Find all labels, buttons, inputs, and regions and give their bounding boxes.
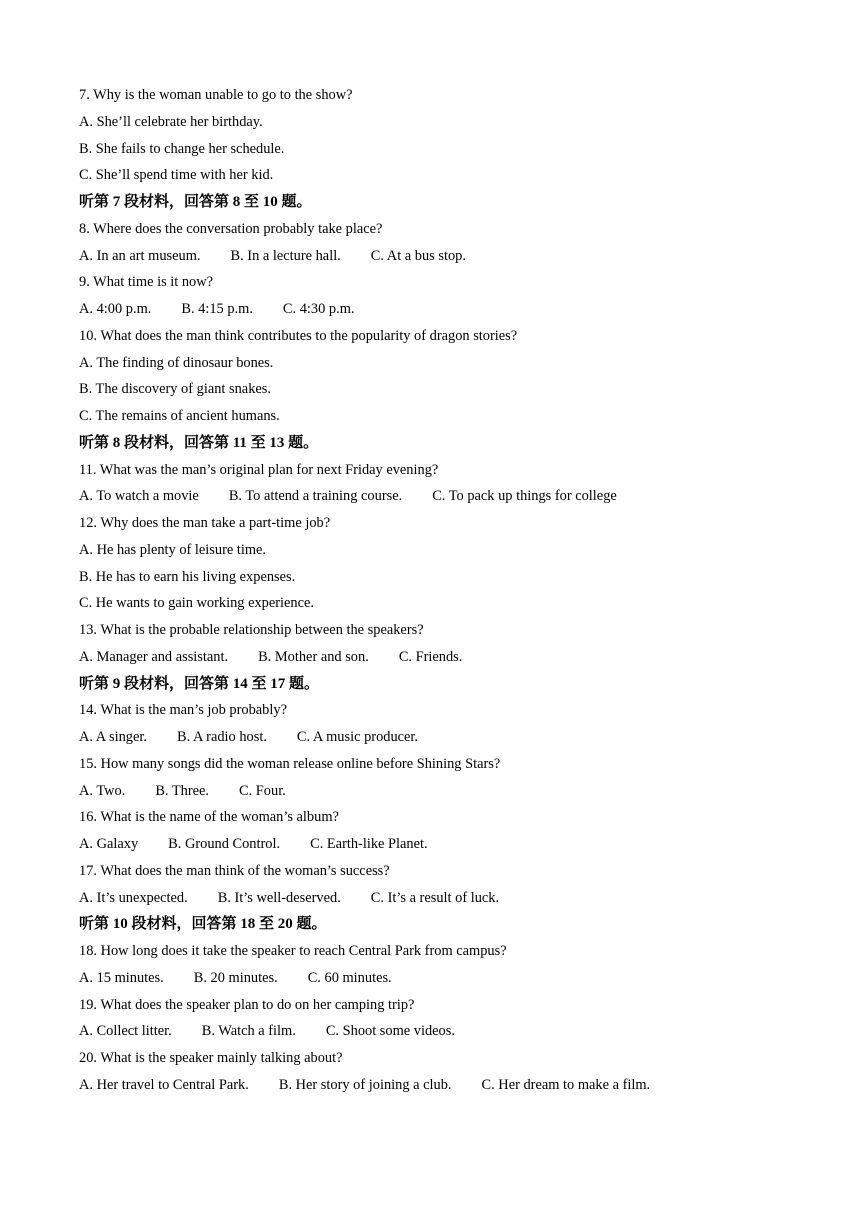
question-text: 15. How many songs did the woman release online before Shining Stars?	[79, 755, 501, 772]
question-text: 7. Why is the woman unable to go to the show?	[79, 87, 353, 103]
question-text: 17. What does the man think of the woman’s success?	[79, 862, 390, 879]
answer-options-row	[79, 483, 779, 510]
answer-options-row	[79, 965, 779, 992]
answer-option: B. In a lecture hall.	[230, 247, 341, 264]
answer-option: B. Three.	[155, 782, 209, 799]
answer-option: B. Watch a film.	[201, 1023, 296, 1040]
answer-option: A. Manager and assistant.	[79, 648, 229, 665]
answer-option: C. Four.	[239, 782, 286, 799]
answer-option: B. 20 minutes.	[193, 969, 278, 986]
answer-option: B. It’s well-deserved.	[217, 889, 341, 906]
answer-option: A. She’ll celebrate her birthday.	[79, 113, 263, 130]
section-heading: 听第 7 段材料，回答第 8 至 10 题。	[79, 194, 312, 210]
answer-option: C. It’s a result of luck.	[370, 889, 500, 906]
answer-option: B. She fails to change her schedule.	[79, 140, 285, 157]
answer-option: B. To attend a training course.	[228, 488, 403, 505]
answer-option: A. He has plenty of leisure time.	[79, 541, 267, 558]
answer-options-row	[79, 885, 779, 912]
question-text: 12. Why does the man take a part-time job?	[79, 515, 331, 531]
answer-option: A. A singer.	[79, 729, 147, 745]
question-text: 16. What is the name of the woman’s album?	[79, 809, 339, 826]
answer-option: A. Two.	[79, 782, 126, 799]
answer-option: A. 4:00 p.m.	[79, 301, 152, 317]
answer-option: B. 4:15 p.m.	[181, 301, 253, 317]
answer-options-row	[79, 1018, 779, 1045]
answer-option: C. At a bus stop.	[370, 247, 466, 264]
answer-option: A. It’s unexpected.	[79, 889, 188, 906]
answer-option: A. Collect litter.	[79, 1023, 172, 1040]
section-heading: 听第 9 段材料，回答第 14 至 17 题。	[79, 675, 320, 692]
question-text: 18. How long does it take the speaker to reach Central Park from campus?	[79, 943, 507, 959]
question-text: 10. What does the man think contributes to the popularity of dragon stories?	[79, 327, 518, 344]
question-text: 9. What time is it now?	[79, 274, 214, 291]
answer-option: C. Her dream to make a film.	[481, 1076, 651, 1093]
answer-option: C. He wants to gain working experience.	[79, 595, 314, 612]
answer-options-row	[79, 644, 779, 671]
answer-option: C. A music producer.	[296, 729, 419, 745]
answer-option: B. A radio host.	[176, 729, 267, 745]
answer-options-row	[79, 1072, 779, 1099]
answer-option: B. He has to earn his living expenses.	[79, 568, 296, 585]
answer-option: C. Earth-like Planet.	[310, 836, 428, 852]
answer-option: B. Mother and son.	[258, 648, 369, 665]
section-heading: 听第 8 段材料，回答第 11 至 13 题。	[79, 434, 319, 451]
answer-option: C. She’ll spend time with her kid.	[79, 167, 274, 184]
answer-option: A. Galaxy	[79, 836, 139, 852]
answer-option: C. To pack up things for college	[432, 488, 617, 505]
question-text: 11. What was the man’s original plan for next Friday evening?	[79, 461, 439, 478]
question-text: 14. What is the man’s job probably?	[79, 702, 287, 719]
document-body	[79, 82, 779, 1099]
answer-option: A. In an art museum.	[79, 247, 201, 264]
answer-options-row	[79, 296, 779, 323]
answer-option: B. Her story of joining a club.	[278, 1076, 452, 1093]
answer-option: B. Ground Control.	[168, 836, 281, 852]
answer-option: C. The remains of ancient humans.	[79, 408, 280, 424]
answer-option: C. 60 minutes.	[307, 969, 392, 986]
answer-option: C. Shoot some videos.	[325, 1023, 455, 1040]
answer-options-row	[79, 778, 779, 805]
answer-option: C. 4:30 p.m.	[282, 301, 355, 317]
question-text: 20. What is the speaker mainly talking about?	[79, 1050, 343, 1066]
answer-option: A. 15 minutes.	[79, 969, 164, 986]
question-text: 8. Where does the conversation probably take place?	[79, 220, 383, 237]
answer-option: B. The discovery of giant snakes.	[79, 381, 271, 398]
answer-option: A. Her travel to Central Park.	[79, 1076, 249, 1093]
answer-options-row	[79, 724, 779, 751]
question-text: 13. What is the probable relationship between the speakers?	[79, 622, 424, 638]
section-heading: 听第 10 段材料，回答第 18 至 20 题。	[79, 916, 327, 933]
answer-option: A. The finding of dinosaur bones.	[79, 354, 274, 371]
answer-options-row	[79, 243, 779, 270]
question-text: 19. What does the speaker plan to do on her camping trip?	[79, 996, 415, 1013]
answer-option: A. To watch a movie	[79, 488, 199, 505]
answer-options-row	[79, 831, 779, 858]
answer-option: C. Friends.	[398, 648, 463, 665]
